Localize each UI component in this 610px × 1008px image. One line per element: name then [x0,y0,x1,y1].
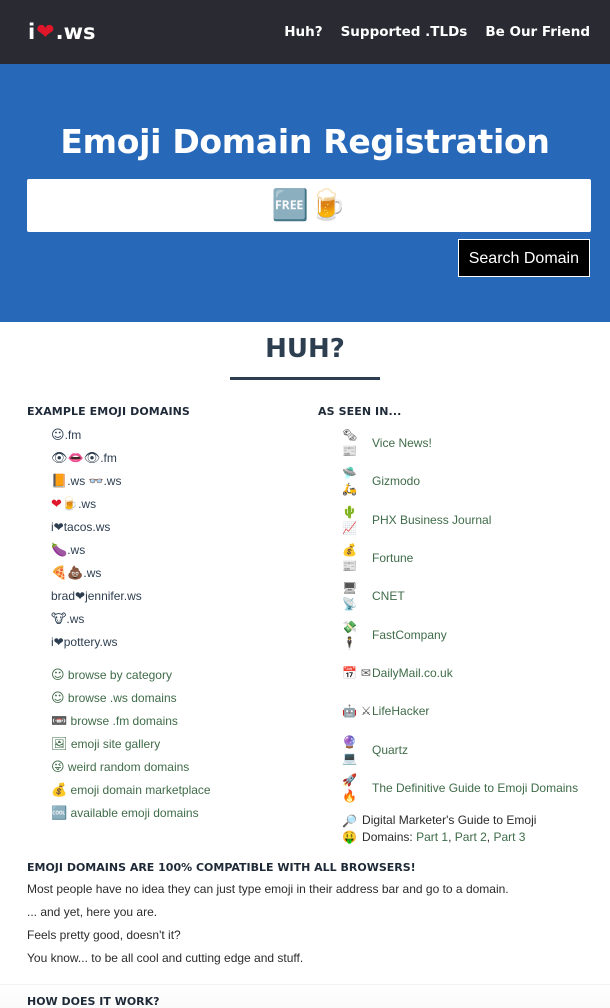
compatibility-section [0,861,610,970]
marketer-guide-part-2[interactable]: Part 2 [454,829,487,844]
list-item[interactable]: 🍕💩.ws [51,566,102,581]
money-bag-icon: 💰 📰 [342,543,357,574]
search-input-value: 🆓🍺 [271,189,347,222]
list-item[interactable]: 🍆.ws [51,543,86,558]
magnifier-money-face-icon: 🔎 🤑 [342,813,357,844]
how-it-works-heading: HOW DOES IT WORK? [27,994,160,1008]
examples-column [27,405,318,851]
hero-banner [0,64,610,322]
press-link-fastcompany[interactable]: FastCompany [372,627,447,642]
smiley-icon: ☺ [51,668,65,683]
pizza-poop-icon: 🍕💩 [51,566,84,581]
money-wings-icon: 💸 🕴 [342,619,357,650]
list-item [342,539,590,577]
list-item[interactable]: i❤tacos.ws [51,520,111,534]
content-columns [0,405,610,851]
compatibility-heading: EMOJI DOMAINS ARE 100% COMPATIBLE WITH ALL BROWSERS! [27,860,416,874]
list-item [342,692,590,730]
rocket-fire-icon: 🚀 🔥 [342,772,357,803]
list-item[interactable]: 💰 emoji domain marketplace [51,783,211,798]
nav-links [284,24,590,40]
compat-line: Feels pretty good, doesn't it? [27,927,181,942]
list-item [342,654,590,692]
marketer-guide-text: Digital Marketer's Guide to Emoji Domains: Part 1, Part 2, Part 3 [362,812,537,844]
how-it-works-section [0,984,610,1008]
examples-heading: EXAMPLE EMOJI DOMAINS [27,405,190,418]
heart-beer-icon: ❤🍺 [51,497,79,512]
list-item [342,462,590,500]
list-item[interactable]: ❤🍺.ws [51,497,97,512]
list-item[interactable]: ☺ browse by category [51,668,172,683]
list-item [342,807,590,851]
press-list [318,424,590,851]
list-item[interactable]: i❤pottery.ws [51,635,118,649]
computer-satellite-icon: 🖥 📡 [342,581,358,612]
ufo-scooter-icon: 🛸 🛵 [342,466,357,497]
list-item [342,577,590,615]
press-link-vice[interactable]: Vice News! [372,436,432,451]
nav-link-supported-tlds[interactable]: Supported .TLDs [340,24,468,40]
press-column [318,405,590,851]
press-link-fortune[interactable]: Fortune [372,551,414,566]
section-divider [230,377,380,380]
domain-search-input[interactable] [27,179,591,232]
money-bag-icon: 💰 [51,783,68,798]
press-link-cnet[interactable]: CNET [372,589,405,604]
press-link-quartz[interactable]: Quartz [372,742,409,757]
press-link-lifehacker[interactable]: LifeHacker [372,704,430,719]
heart-icon: ❤ [36,19,55,45]
framed-picture-icon: 🖼 [51,737,68,752]
site-logo[interactable] [28,20,96,45]
book-icon: 📙 [51,474,68,489]
list-item [342,501,590,539]
list-item[interactable]: 🖼 emoji site gallery [51,737,161,752]
list-item [342,615,590,653]
calendar-envelope-icon: 📅 ✉ [342,665,371,680]
smiley-icon: ☺ [51,428,65,443]
list-item [342,769,590,807]
list-item[interactable]: 📙.ws 👓.ws [51,474,122,489]
eyes-lips-icon: 👁👄👁 [51,451,101,466]
list-item[interactable]: 🆒 available emoji domains [51,806,199,821]
press-link-definitive-guide[interactable]: The Definitive Guide to Emoji Domains [372,780,579,795]
robot-swords-icon: 🤖 ⚔ [342,704,372,719]
press-link-dailymail[interactable]: DailyMail.co.uk [372,665,453,680]
list-item[interactable]: ☺ browse .ws domains [51,691,177,706]
eggplant-icon: 🍆 [51,543,68,558]
press-heading: AS SEEN IN... [318,405,402,418]
list-item[interactable]: 📼 browse .fm domains [51,714,178,729]
list-item [342,424,590,462]
example-domain-list [27,424,318,654]
winking-tongue-icon: 😜 [51,760,65,775]
newspaper-icon: 🗞 📰 [342,428,358,459]
list-item[interactable]: 😜 weird random domains [51,760,190,775]
compat-line: You know... to be all cool and cutting edge and stuff. [27,950,304,965]
cow-icon: 🐮 [51,612,67,627]
videocassette-icon: 📼 [51,714,68,729]
search-domain-button[interactable]: Search Domain [458,239,590,277]
cool-button-icon: 🆒 [51,806,68,821]
crystal-ball-laptop-icon: 🔮 💻 [342,734,357,765]
logo-suffix: .ws [55,20,96,44]
list-item[interactable]: ☺.fm [51,428,82,443]
press-link-gizmodo[interactable]: Gizmodo [372,474,421,489]
list-item[interactable]: brad❤jennifer.ws [51,589,142,603]
smiley-icon: ☺ [51,691,65,706]
nav-link-huh[interactable]: Huh? [284,24,323,40]
list-item [342,730,590,768]
press-link-phx[interactable]: PHX Business Journal [372,512,492,527]
cactus-chart-icon: 🌵 📈 [342,504,357,535]
section-title: HUH? [265,334,345,364]
list-item[interactable]: 🐮.ws [51,612,85,627]
list-item[interactable]: 👁👄👁.fm [51,451,117,466]
logo-prefix: i [28,20,36,44]
browse-links-list [27,664,318,825]
nav-link-be-our-friend[interactable]: Be Our Friend [485,24,590,40]
hero-title: Emoji Domain Registration [60,122,550,161]
top-nav [0,0,610,64]
marketer-guide-part-3[interactable]: Part 3 [493,829,526,844]
compat-line: Most people have no idea they can just type emoji in their address bar and go to a domain. [27,881,509,896]
marketer-guide-part-1[interactable]: Part 1 [416,829,449,844]
compat-line: ... and yet, here you are. [27,904,158,919]
